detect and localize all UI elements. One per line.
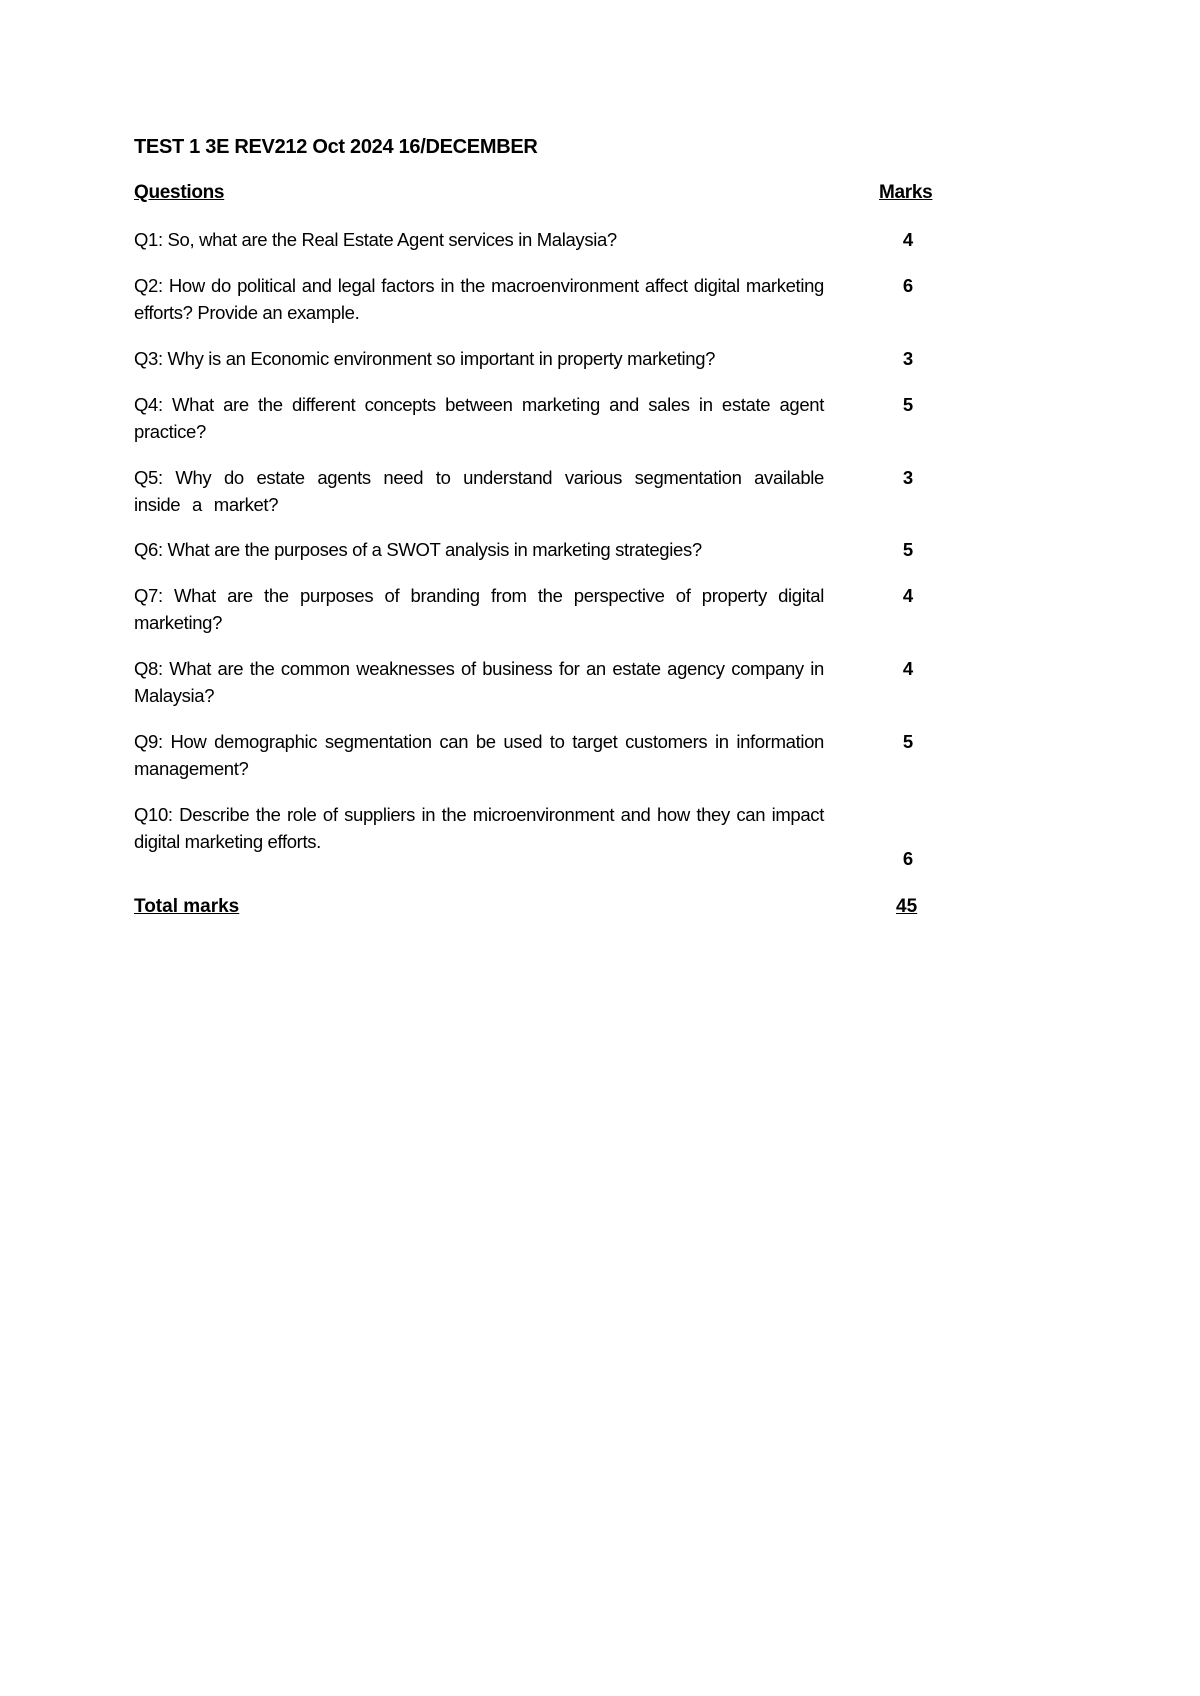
question-10: Q10: Describe the role of suppliers in the microenvironment and how they can impact digital marketing efforts. xyxy=(134,804,824,852)
question-7: Q7: What are the purposes of branding from the perspective of property digital marketing? xyxy=(134,585,824,633)
question-9: Q9: How demographic segmentation can be used to target customers in information management? xyxy=(134,731,824,779)
question-1-marks: 4 xyxy=(902,229,914,250)
question-6-marks: 5 xyxy=(902,539,914,560)
question-5: Q5: Why do estate agents need to understand various segmentation available inside a market? xyxy=(134,467,824,515)
question-1: Q1: So, what are the Real Estate Agent services in Malaysia? xyxy=(134,229,617,250)
question-10-marks: 6 xyxy=(902,848,914,869)
question-6: Q6: What are the purposes of a SWOT analysis in marketing strategies? xyxy=(134,539,702,560)
total-marks-value: 45 xyxy=(896,896,918,917)
question-4-marks: 5 xyxy=(902,394,914,415)
question-5-marks: 3 xyxy=(902,467,914,488)
question-8: Q8: What are the common weaknesses of business for an estate agency company in Malaysia? xyxy=(134,658,824,706)
question-2: Q2: How do political and legal factors in the macroenvironment affect digital marketing efforts? Provide an example. xyxy=(134,275,824,323)
question-7-marks: 4 xyxy=(902,585,914,606)
marks-header: Marks xyxy=(879,182,933,203)
question-3-marks: 3 xyxy=(902,348,914,369)
question-3: Q3: Why is an Economic environment so important in property marketing? xyxy=(134,348,716,369)
question-8-marks: 4 xyxy=(902,658,914,679)
question-4: Q4: What are the different concepts between marketing and sales in estate agent practice? xyxy=(134,394,824,442)
total-marks-label: Total marks xyxy=(134,896,240,917)
questions-header: Questions xyxy=(134,182,225,203)
document-title: TEST 1 3E REV212 Oct 2024 16/DECEMBER xyxy=(134,136,538,158)
question-2-marks: 6 xyxy=(902,275,914,296)
question-9-marks: 5 xyxy=(902,731,914,752)
